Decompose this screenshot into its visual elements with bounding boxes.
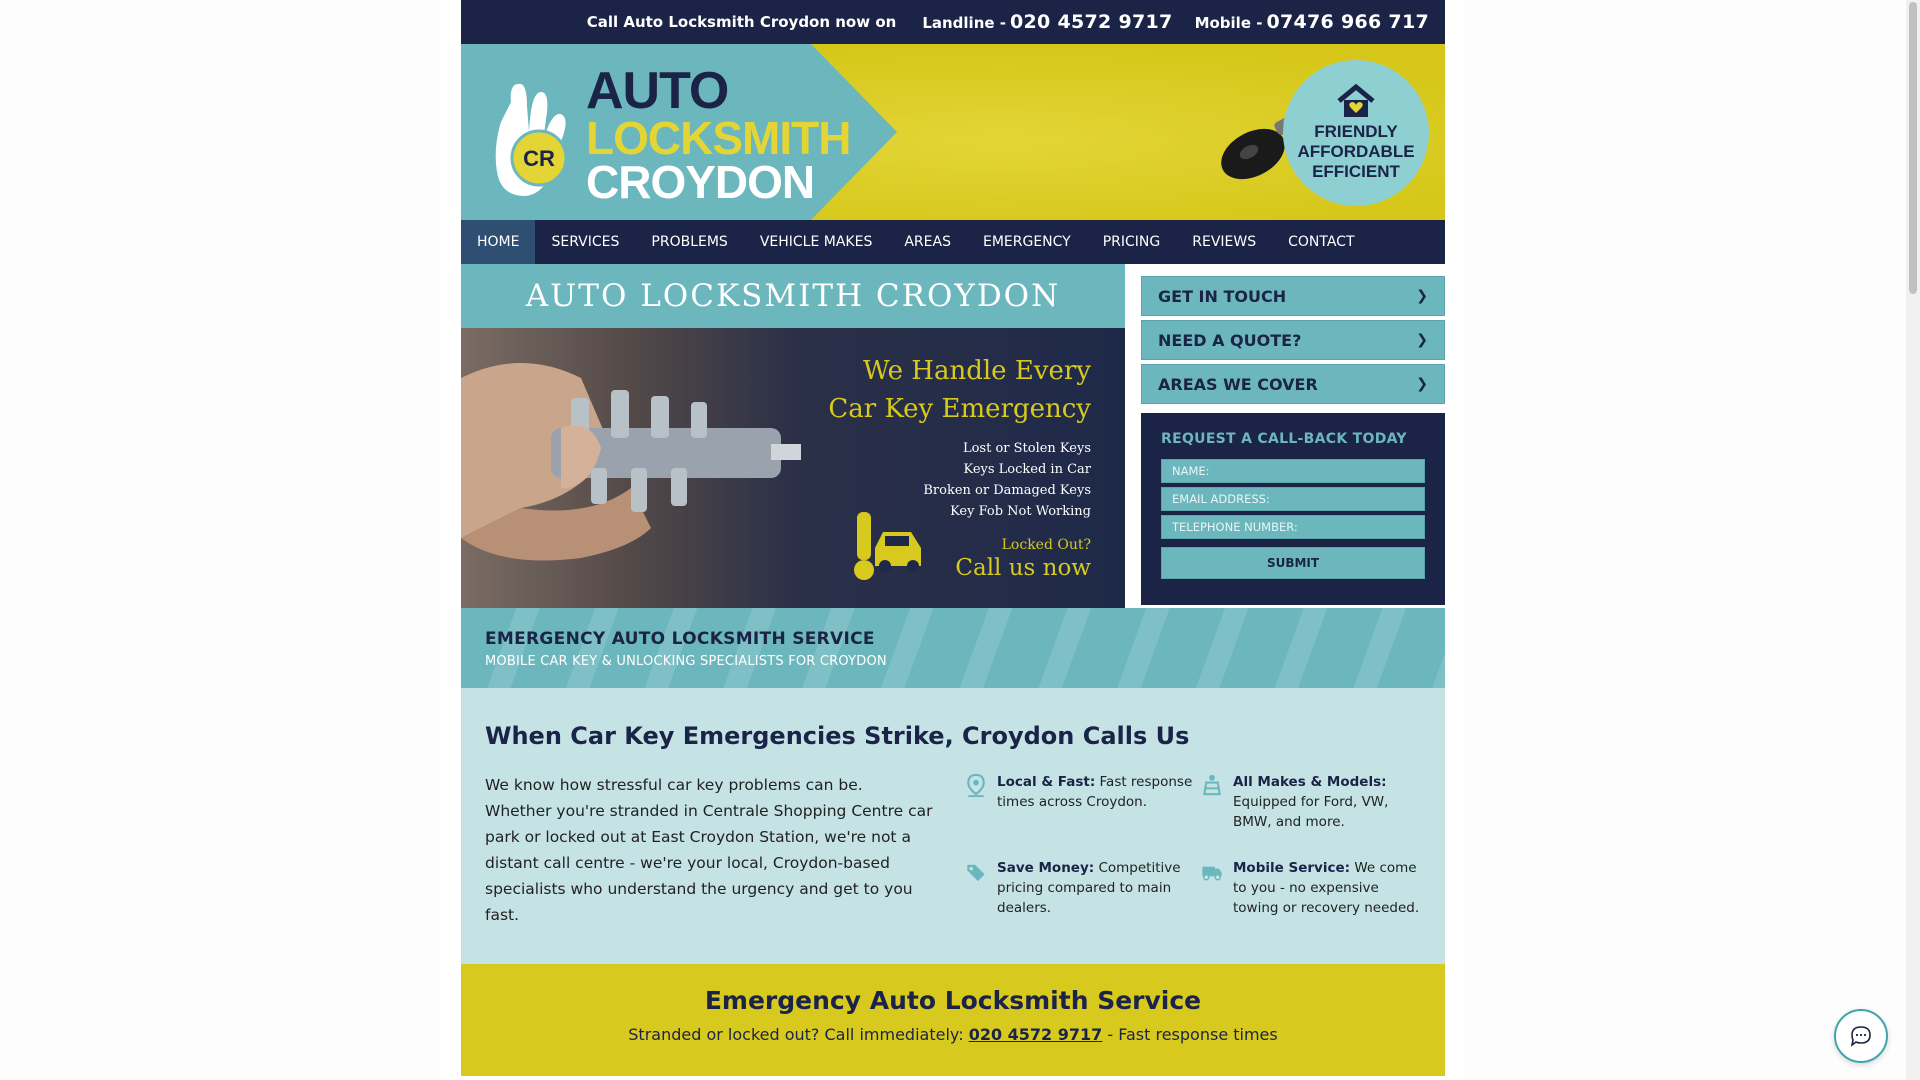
nav-item-emergency[interactable]: EMERGENCY: [982, 234, 1071, 250]
logo-line-locksmith: LOCKSMITH: [586, 112, 851, 164]
section-heading: When Car Key Emergencies Strike, Croydon Calls Us: [485, 722, 1190, 750]
hand-logo-icon: [491, 62, 587, 202]
need-a-quote-button[interactable]: [1141, 320, 1445, 360]
logo-line-croydon: CROYDON: [586, 156, 815, 208]
landline-number-link[interactable]: 020 4572 9717: [1010, 11, 1173, 33]
header-banner: [461, 44, 1445, 220]
get-in-touch-label: GET IN TOUCH: [1158, 286, 1287, 306]
hero-list-item: Lost or Stolen Keys: [962, 441, 1091, 456]
topbar-intro: Call Auto Locksmith Croydon now on: [586, 13, 897, 31]
cta-title: Emergency Auto Locksmith Service: [704, 986, 1202, 1015]
feature-desc: We come to you - no expensive towing or recovery needed.: [1233, 860, 1420, 916]
van-icon: [1201, 858, 1223, 884]
nav-item-reviews[interactable]: REVIEWS: [1192, 234, 1257, 250]
sidebar: [1125, 264, 1445, 608]
feature-text: [1233, 858, 1421, 928]
landline-group: [922, 11, 1172, 33]
nav-item-problems[interactable]: PROBLEMS: [651, 234, 728, 250]
top-contact-bar: [461, 0, 1445, 44]
friendly-affordable-efficient-badge: [1283, 60, 1429, 206]
feature-list: [965, 772, 1421, 928]
hero-banner: [461, 264, 1125, 608]
feature-item: [965, 772, 1201, 842]
hero-list-item: Broken or Damaged Keys: [923, 483, 1091, 498]
feature-desc: Equipped for Ford, VW, BMW, and more.: [1233, 794, 1389, 830]
nav-item-contact[interactable]: CONTACT: [1288, 234, 1355, 250]
badge-line-2: AFFORDABLE: [1297, 142, 1415, 161]
callback-title: REQUEST A CALL-BACK TODAY: [1161, 431, 1407, 447]
feature-text: [997, 772, 1201, 842]
intro-paragraph: We know how stressful car key problems can be. Whether you're stranded in Centrale Shopping Centre car park or locked out at East Croydon Station, we're not a distant call centre - we're your local, Croydon-based specialists who understand the urgency and get to you fast.: [485, 776, 933, 924]
feature-title: All Makes & Models:: [1233, 774, 1387, 790]
mobile-number-link[interactable]: 07476 966 717: [1266, 11, 1429, 33]
scrollbar-thumb[interactable]: [1909, 2, 1917, 294]
badge-line-3: EFFICIENT: [1312, 162, 1400, 181]
nav-item-areas[interactable]: AREAS: [904, 234, 951, 250]
mobile-group: [1195, 11, 1429, 33]
feature-item: [1201, 772, 1421, 842]
hero-locked-out: Locked Out?: [1001, 537, 1091, 553]
hero-heading: AUTO LOCKSMITH CROYDON: [461, 264, 1125, 328]
chat-widget-button[interactable]: [1834, 1009, 1888, 1063]
lock-pick-hand-image: [461, 338, 801, 608]
logo-wordmark: [586, 62, 851, 208]
logo-mark-text: CR: [523, 146, 555, 171]
phone-input[interactable]: [1161, 515, 1425, 539]
hero-copy: [828, 352, 1091, 582]
main-navigation: [461, 220, 1445, 264]
page-inner: [461, 0, 1445, 1076]
car-seat-icon: [1201, 772, 1223, 798]
chevron-right-icon: ❯: [1416, 332, 1428, 348]
strip-title: EMERGENCY AUTO LOCKSMITH SERVICE: [485, 629, 875, 649]
strip-subtitle: MOBILE CAR KEY & UNLOCKING SPECIALISTS FOR CROYDON: [485, 654, 887, 669]
hero-tagline-1: We Handle Every: [863, 356, 1091, 386]
submit-button[interactable]: SUBMIT: [1161, 547, 1425, 579]
page-scrollbar[interactable]: [1906, 0, 1920, 1080]
hero-tagline-2: Car Key Emergency: [828, 394, 1091, 424]
house-heart-icon: [1335, 84, 1377, 118]
nav-item-vehicle-makes[interactable]: VEHICLE MAKES: [759, 234, 873, 250]
areas-we-cover-label: AREAS WE COVER: [1158, 374, 1318, 394]
feature-desc: Fast response times across Croydon.: [997, 774, 1193, 810]
need-a-quote-label: NEED A QUOTE?: [1158, 330, 1302, 350]
hero-row: [461, 264, 1445, 608]
mobile-label: Mobile -: [1194, 14, 1263, 32]
badge-line-1: FRIENDLY: [1314, 122, 1398, 141]
intro-grid: [485, 772, 1421, 928]
hero-list-item: Keys Locked in Car: [963, 462, 1091, 477]
cta-text: [461, 1025, 1445, 1044]
intro-section: [461, 688, 1445, 964]
callback-form: [1141, 413, 1445, 605]
hero-problem-list: [828, 438, 1091, 522]
feature-desc: Competitive pricing compared to main dealers.: [997, 860, 1181, 916]
nav-item-home[interactable]: HOME: [461, 220, 535, 264]
feature-title: Local & Fast:: [997, 774, 1096, 790]
chevron-right-icon: ❯: [1416, 288, 1428, 304]
areas-we-cover-button[interactable]: [1141, 364, 1445, 404]
name-input[interactable]: [1161, 459, 1425, 483]
nav-item-services[interactable]: SERVICES: [551, 234, 620, 250]
service-strip: [461, 608, 1445, 688]
email-input[interactable]: [1161, 487, 1425, 511]
chat-bubble-icon: [1850, 1025, 1872, 1047]
price-tag-icon: [965, 858, 987, 884]
feature-text: [1233, 772, 1421, 842]
chevron-right-icon: ❯: [1416, 376, 1428, 392]
map-pin-icon: [965, 772, 987, 798]
logo-line-auto: AUTO: [586, 62, 729, 120]
hero-call-us-now: Call us now: [955, 555, 1091, 581]
feature-title: Mobile Service:: [1233, 860, 1351, 876]
hero-list-item: Key Fob Not Working: [950, 504, 1091, 519]
cta-phone-link[interactable]: 020 4572 9717: [968, 1025, 1103, 1044]
cta-text-before: Stranded or locked out? Call immediately:: [628, 1025, 964, 1044]
hero-image: [461, 328, 1125, 608]
emergency-cta: [461, 964, 1445, 1076]
get-in-touch-button[interactable]: [1141, 276, 1445, 316]
landline-label: Landline -: [922, 14, 1006, 32]
feature-item: [1201, 858, 1421, 928]
feature-text: [997, 858, 1201, 928]
feature-title: Save Money:: [997, 860, 1095, 876]
nav-item-pricing[interactable]: PRICING: [1102, 234, 1161, 250]
page-wrapper: [440, 0, 1465, 1080]
feature-item: [965, 858, 1201, 928]
cta-text-after: - Fast response times: [1107, 1025, 1278, 1044]
